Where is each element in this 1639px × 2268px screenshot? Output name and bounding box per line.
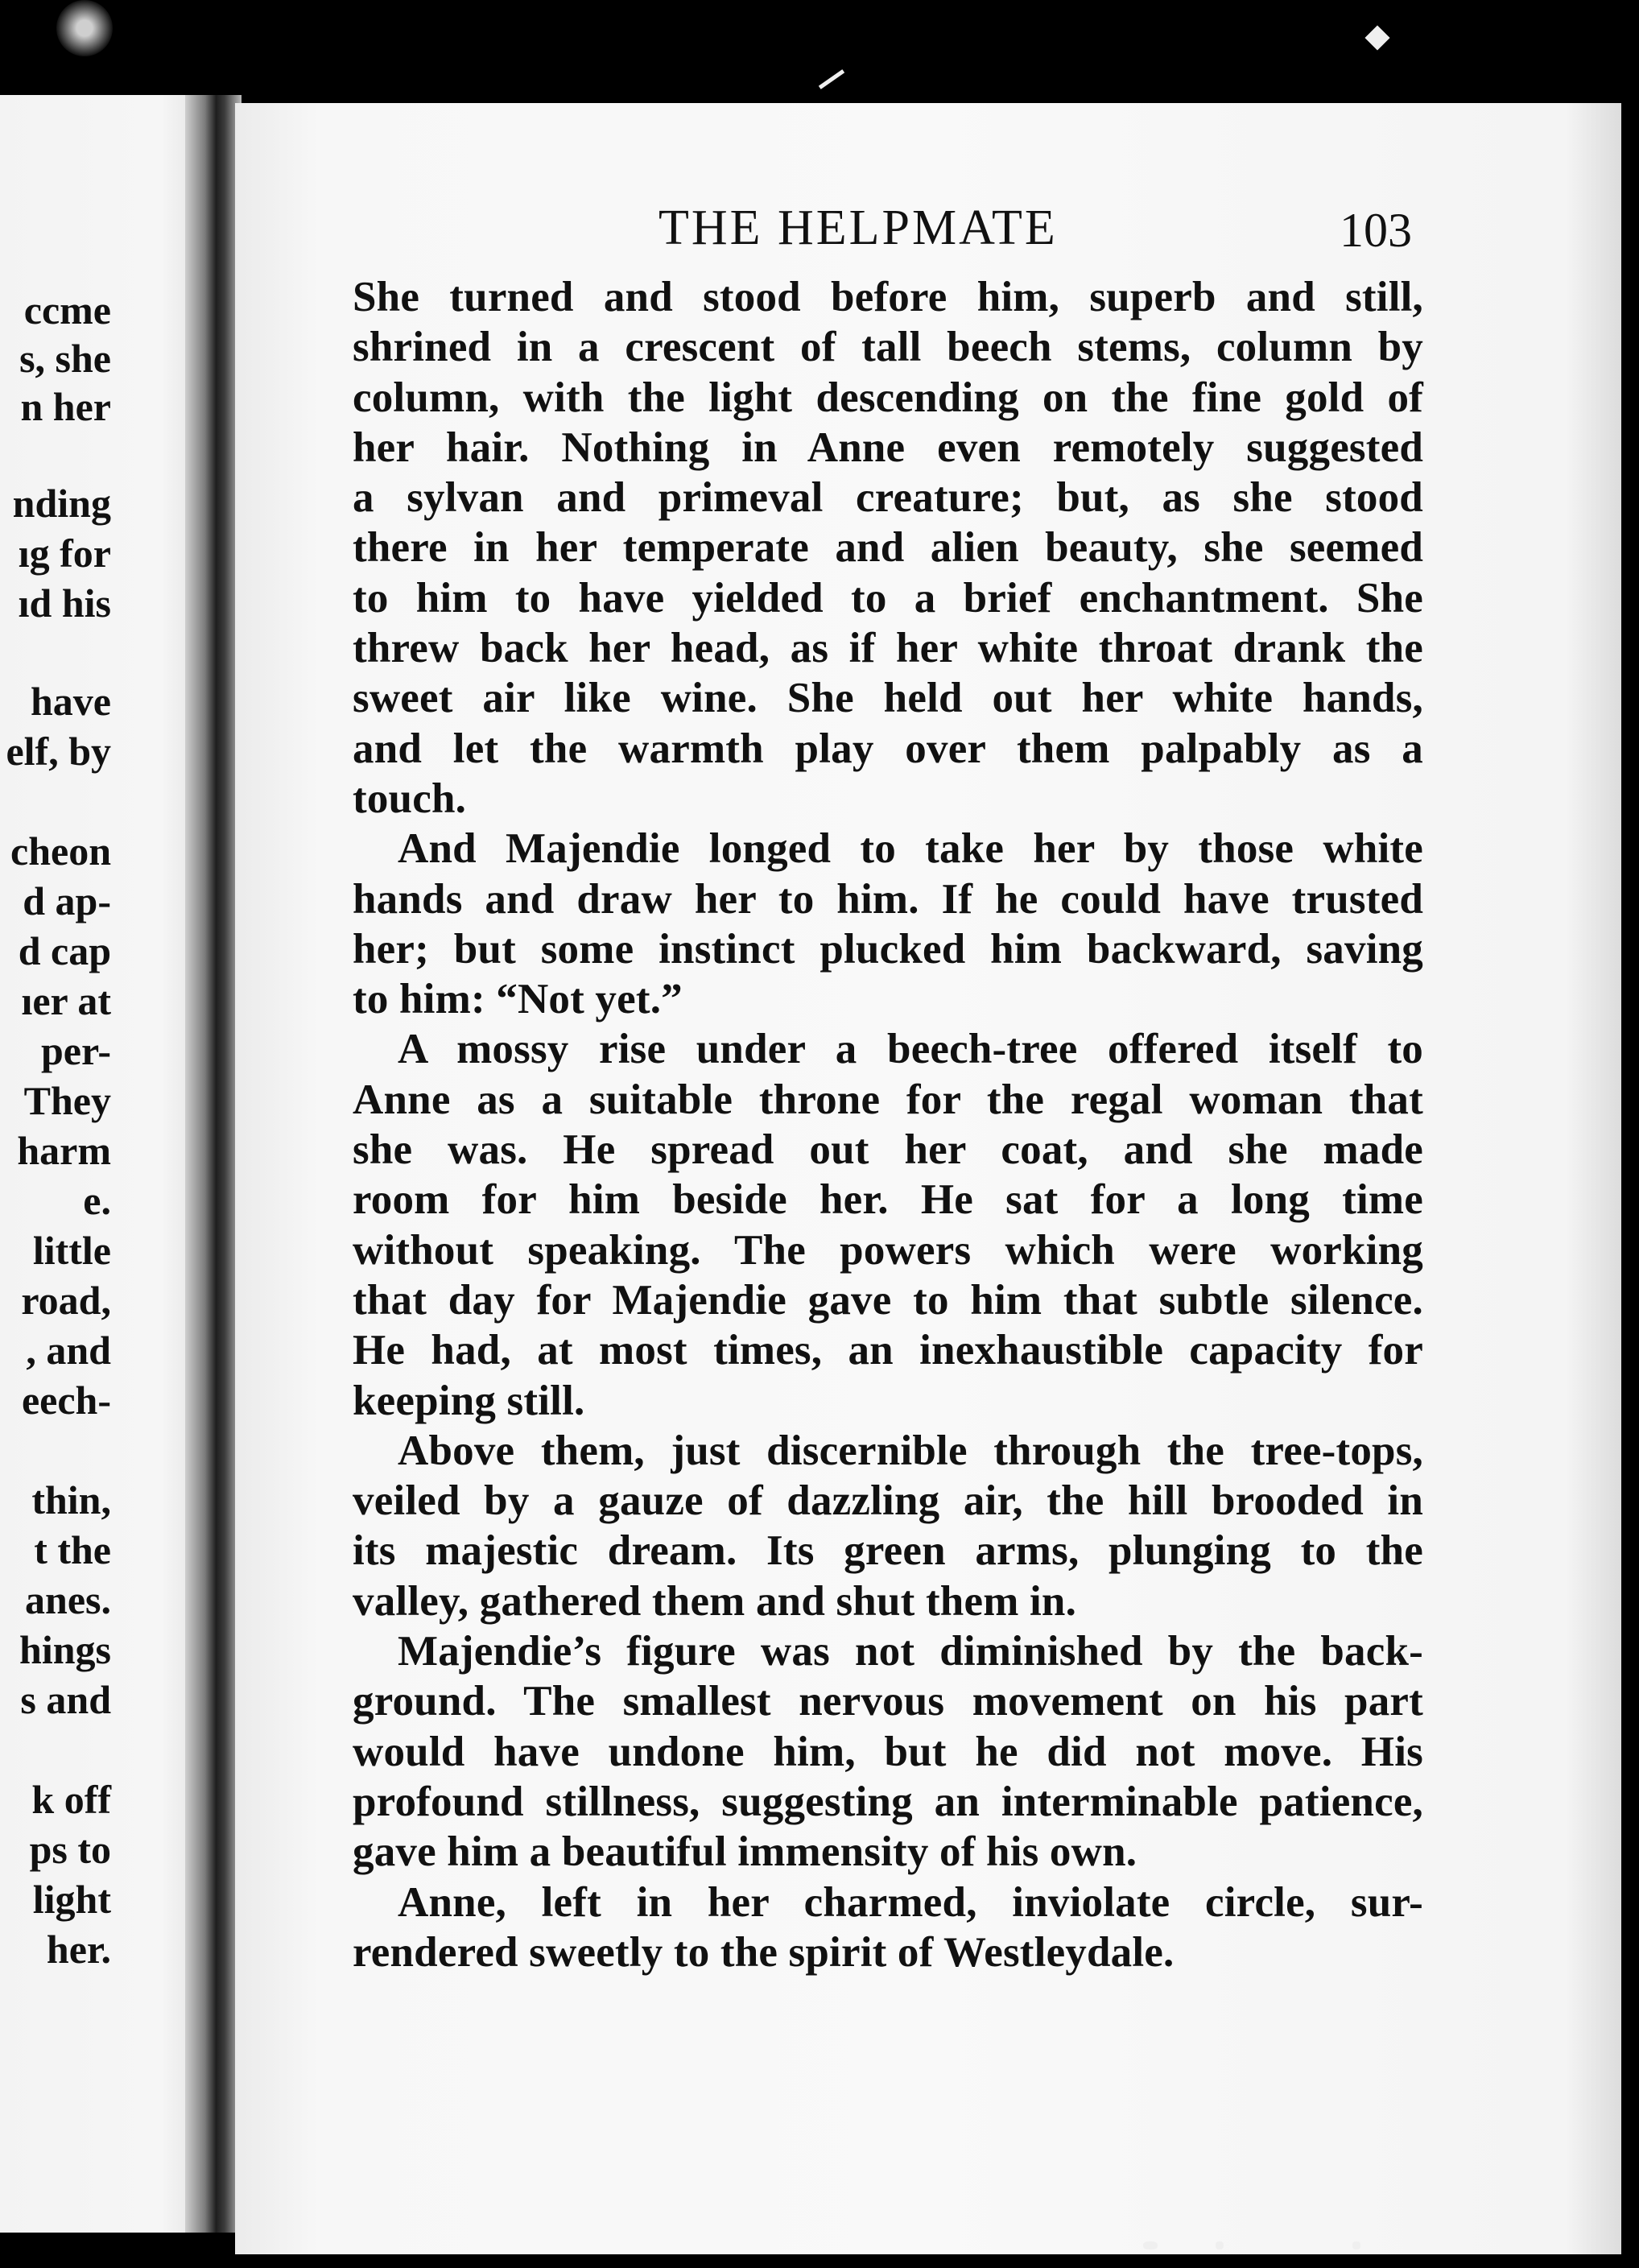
text-line: Majendie’s figure was not diminished by the back- — [398, 1628, 1423, 1675]
right-page — [235, 103, 1621, 2254]
left-page-text-fragment: e. — [83, 1178, 111, 1223]
text-line: a sylvan and primeval creature; but, as she stood — [353, 474, 1423, 522]
left-page-text-fragment: her. — [46, 1927, 111, 1972]
text-line: to him: “Not yet.” — [353, 976, 683, 1023]
text-line: to him to have yielded to a brief enchantment. She — [353, 574, 1423, 622]
text-line: column, with the light descending on the fine gold of — [353, 374, 1423, 421]
text-line: that day for Majendie gave to him that subtle silence. — [353, 1276, 1423, 1324]
left-page-text-fragment: k off — [31, 1777, 111, 1822]
left-page-text-fragment: ps to — [29, 1827, 111, 1872]
left-page-text-fragment: harm — [17, 1128, 111, 1173]
text-line: threw back her head, as if her white throat drank the — [353, 625, 1423, 672]
left-page-text-fragment: nding — [12, 481, 111, 526]
left-page-text-fragment: t the — [34, 1527, 111, 1572]
text-line: touch. — [353, 775, 467, 822]
left-page-text-fragment: ıg for — [18, 531, 111, 576]
text-line: shrined in a crescent of tall beech stems, column by — [353, 324, 1423, 371]
text-line: He had, at most times, an inexhaustible capacity for — [353, 1327, 1423, 1374]
left-page-text-fragment: n her — [20, 384, 111, 429]
text-line: And Majendie longed to take her by those white — [398, 825, 1423, 873]
text-line: rendered sweetly to the spirit of Westleydale. — [353, 1928, 1175, 1976]
text-line: sweet air like wine. She held out her white hands, — [353, 675, 1423, 722]
text-line: ground. The smallest nervous movement on his part — [353, 1678, 1423, 1725]
text-line: and let the warmth play over them palpably as a — [353, 725, 1423, 772]
left-page-text-fragment: light — [32, 1877, 111, 1922]
left-page-text-fragment: d cap — [18, 928, 111, 973]
left-page-text-fragment: , and — [26, 1328, 111, 1373]
scan-artifact — [56, 0, 113, 56]
page-header — [235, 200, 1621, 264]
left-page-text-fragment: anes. — [25, 1577, 111, 1622]
left-page-text-fragment: ıer at — [21, 978, 111, 1023]
scan-artifact — [1127, 2230, 1369, 2262]
left-page-text-fragment: ıd his — [18, 580, 111, 626]
text-line: gave him a beautiful immensity of his own. — [353, 1828, 1137, 1876]
left-page-text-fragment: d ap- — [23, 878, 111, 923]
text-line: She turned and stood before him, superb and still, — [353, 274, 1423, 320]
running-title: THE HELPMATE — [658, 200, 1058, 255]
left-page-text-fragment: have — [31, 679, 111, 724]
page-number: 103 — [1340, 204, 1412, 257]
left-page-text-fragment: per- — [41, 1028, 111, 1073]
text-line: Anne as a suitable throne for the regal woman that — [353, 1076, 1423, 1123]
text-line: profound stillness, suggesting an interminable patience, — [353, 1778, 1423, 1825]
scan-artifact — [1364, 25, 1389, 50]
body-text — [353, 272, 1423, 1977]
text-line: A mossy rise under a beech-tree offered itself to — [398, 1026, 1423, 1073]
text-line: Above them, just discernible through the tree-tops, — [398, 1427, 1423, 1474]
left-page-text-fragment: eech- — [21, 1378, 111, 1423]
text-line: hands and draw her to him. If he could have trusted — [353, 875, 1423, 923]
left-page-text-fragment: little — [32, 1228, 111, 1273]
text-line: veiled by a gauze of dazzling air, the hill brooded in — [353, 1477, 1423, 1525]
left-page-text-fragment: s and — [20, 1677, 111, 1722]
text-line: valley, gathered them and shut them in. — [353, 1577, 1077, 1625]
text-line: room for him beside her. He sat for a long time — [353, 1176, 1423, 1224]
text-line: she was. He spread out her coat, and she made — [353, 1126, 1423, 1174]
left-page-text-fragment: ccme — [23, 287, 111, 333]
text-line: Anne, left in her charmed, inviolate circle, sur- — [398, 1878, 1423, 1926]
text-line: her; but some instinct plucked him backward, saving — [353, 925, 1423, 973]
left-page-text-fragment: hings — [19, 1627, 111, 1672]
left-page-text-fragment: elf, by — [6, 729, 111, 774]
book-gutter — [185, 95, 242, 2233]
left-page-text-fragment: s, she — [19, 336, 111, 381]
text-line: keeping still. — [353, 1377, 585, 1424]
left-page-text-fragment: road, — [21, 1278, 111, 1323]
text-line: without speaking. The powers which were working — [353, 1226, 1423, 1274]
left-page-text-fragment: cheon — [10, 828, 111, 874]
left-page-text-fragment: They — [23, 1078, 111, 1123]
scan-artifact — [819, 69, 844, 89]
text-line: there in her temperate and alien beauty, she seemed — [353, 524, 1423, 572]
text-line: its majestic dream. Its green arms, plunging to the — [353, 1527, 1423, 1575]
text-line: would have undone him, but he did not move. His — [353, 1728, 1423, 1775]
text-line: her hair. Nothing in Anne even remotely suggested — [353, 423, 1423, 471]
left-page-text-fragment: thin, — [31, 1477, 111, 1522]
